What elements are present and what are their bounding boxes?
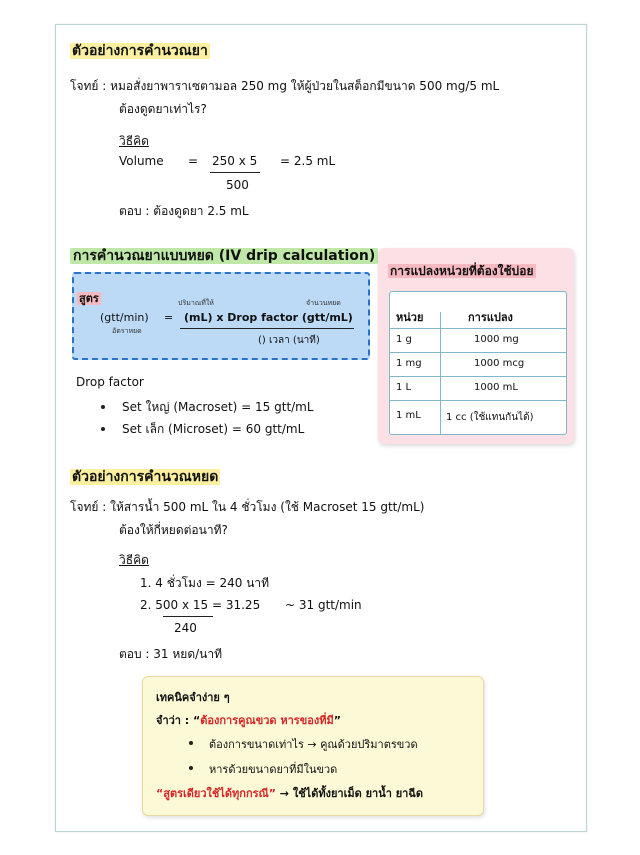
row-unit: 1 L <box>396 382 412 393</box>
tip-title: เทคนิคจำง่าย ๆ <box>156 691 230 704</box>
drop-factor-microset: Set เล็ก (Microset) = 60 gtt/mL <box>122 422 305 436</box>
step1: 1. 4 ชั่วโมง = 240 นาที <box>140 576 270 590</box>
step2-denominator: 240 <box>174 621 197 635</box>
row-unit: 1 g <box>396 334 412 345</box>
formula-equals: = <box>164 311 174 324</box>
conversion-header-unit: หน่วย <box>396 311 424 324</box>
section1-answer: ตอบ : ต้องดูดยา 2.5 mL <box>119 204 249 218</box>
row-conversion: 1000 mg <box>474 334 519 345</box>
row-conversion: 1000 mcg <box>474 358 525 369</box>
volume-result: = 2.5 mL <box>280 154 336 168</box>
section1-question-line2: ต้องดูดยาเท่าไร? <box>119 102 207 116</box>
formula-volume-sub: ปริมาณที่ให้ <box>178 299 214 307</box>
volume-denominator: 500 <box>226 178 249 192</box>
conversion-table <box>389 291 567 435</box>
section1-question-line1: โจทย์ : หมอสั่งยาพาราเซตามอล 250 mg ให้ผู้ป่วยในสต็อกมีขนาด 500 mg/5 mL <box>70 79 500 93</box>
section1-method-label: วิธีคิด <box>119 134 149 148</box>
tip-final: “สูตรเดียวใช้ได้ทุกกรณี” → ใช้ได้ทั้งยาเม็ด ยาน้ำ ยาฉีด <box>156 787 423 800</box>
section3-title: ตัวอย่างการคำนวณหยด <box>72 469 219 485</box>
drop-factor-bullet-2 <box>101 427 105 431</box>
tip-bullet-1 <box>189 741 193 745</box>
volume-fraction-line <box>210 172 260 173</box>
tip-bullet2-text: หารด้วยขนาดยาที่มีในขวด <box>209 763 338 776</box>
step2-numerator: 2. 500 x 15 = 31.25 <box>140 598 261 612</box>
formula-label: สูตร <box>79 292 99 305</box>
step2-approx: ~ 31 gtt/min <box>285 598 362 612</box>
row-unit: 1 mg <box>396 358 422 369</box>
table-row <box>390 376 566 401</box>
volume-equals: = <box>188 154 199 168</box>
drop-factor-title: Drop factor <box>76 375 144 389</box>
conversion-title: การแปลงหน่วยที่ต้องใช้บ่อย <box>390 264 534 278</box>
volume-label: Volume <box>119 154 164 168</box>
tip-bullet-2 <box>189 766 193 770</box>
section3-answer: ตอบ : 31 หยด/นาที <box>119 647 223 661</box>
formula-drops-sub: จำนวนหยด <box>306 299 341 307</box>
row-conversion: 1 cc (ใช้แทนกันได้) <box>446 412 534 423</box>
formula-lhs: (gtt/min) <box>100 311 149 324</box>
section3-method-label: วิธีคิด <box>119 553 149 567</box>
formula-lhs-sub: อัตราหยด <box>112 327 142 335</box>
section2-title: การคำนวณยาแบบหยด (IV drip calculation) <box>70 245 378 267</box>
table-row <box>390 328 566 353</box>
table-row <box>390 400 566 435</box>
drop-factor-macroset: Set ใหญ่ (Macroset) = 15 gtt/mL <box>122 400 314 414</box>
section3-question-line2: ต้องให้กี่หยดต่อนาที? <box>119 523 228 537</box>
volume-numerator: 250 x 5 <box>212 154 258 168</box>
tip-remember: จำว่า : “ต้องการคูณขวด หารของที่มี” <box>156 714 341 727</box>
formula-fraction-line <box>180 328 354 329</box>
formula-numerator: (mL) x Drop factor (gtt/mL) <box>184 311 353 324</box>
tip-bullet1-text: ต้องการขนาดเท่าไร → คูณด้วยปริมาตรขวด <box>209 738 418 751</box>
drop-factor-bullet-1 <box>101 405 105 409</box>
row-conversion: 1000 mL <box>474 382 518 393</box>
table-row <box>390 352 566 377</box>
section1-title: ตัวอย่างการคำนวณยา <box>72 43 208 59</box>
conversion-header-convert: การแปลง <box>468 311 513 324</box>
row-unit: 1 mL <box>396 410 421 421</box>
section3-question-line1: โจทย์ : ให้สารน้ำ 500 mL ใน 4 ชั่วโมง (ใช้ Macroset 15 gtt/mL) <box>70 500 425 514</box>
step2-fraction-line <box>163 616 213 617</box>
formula-denominator: () เวลา (นาที) <box>258 335 320 346</box>
